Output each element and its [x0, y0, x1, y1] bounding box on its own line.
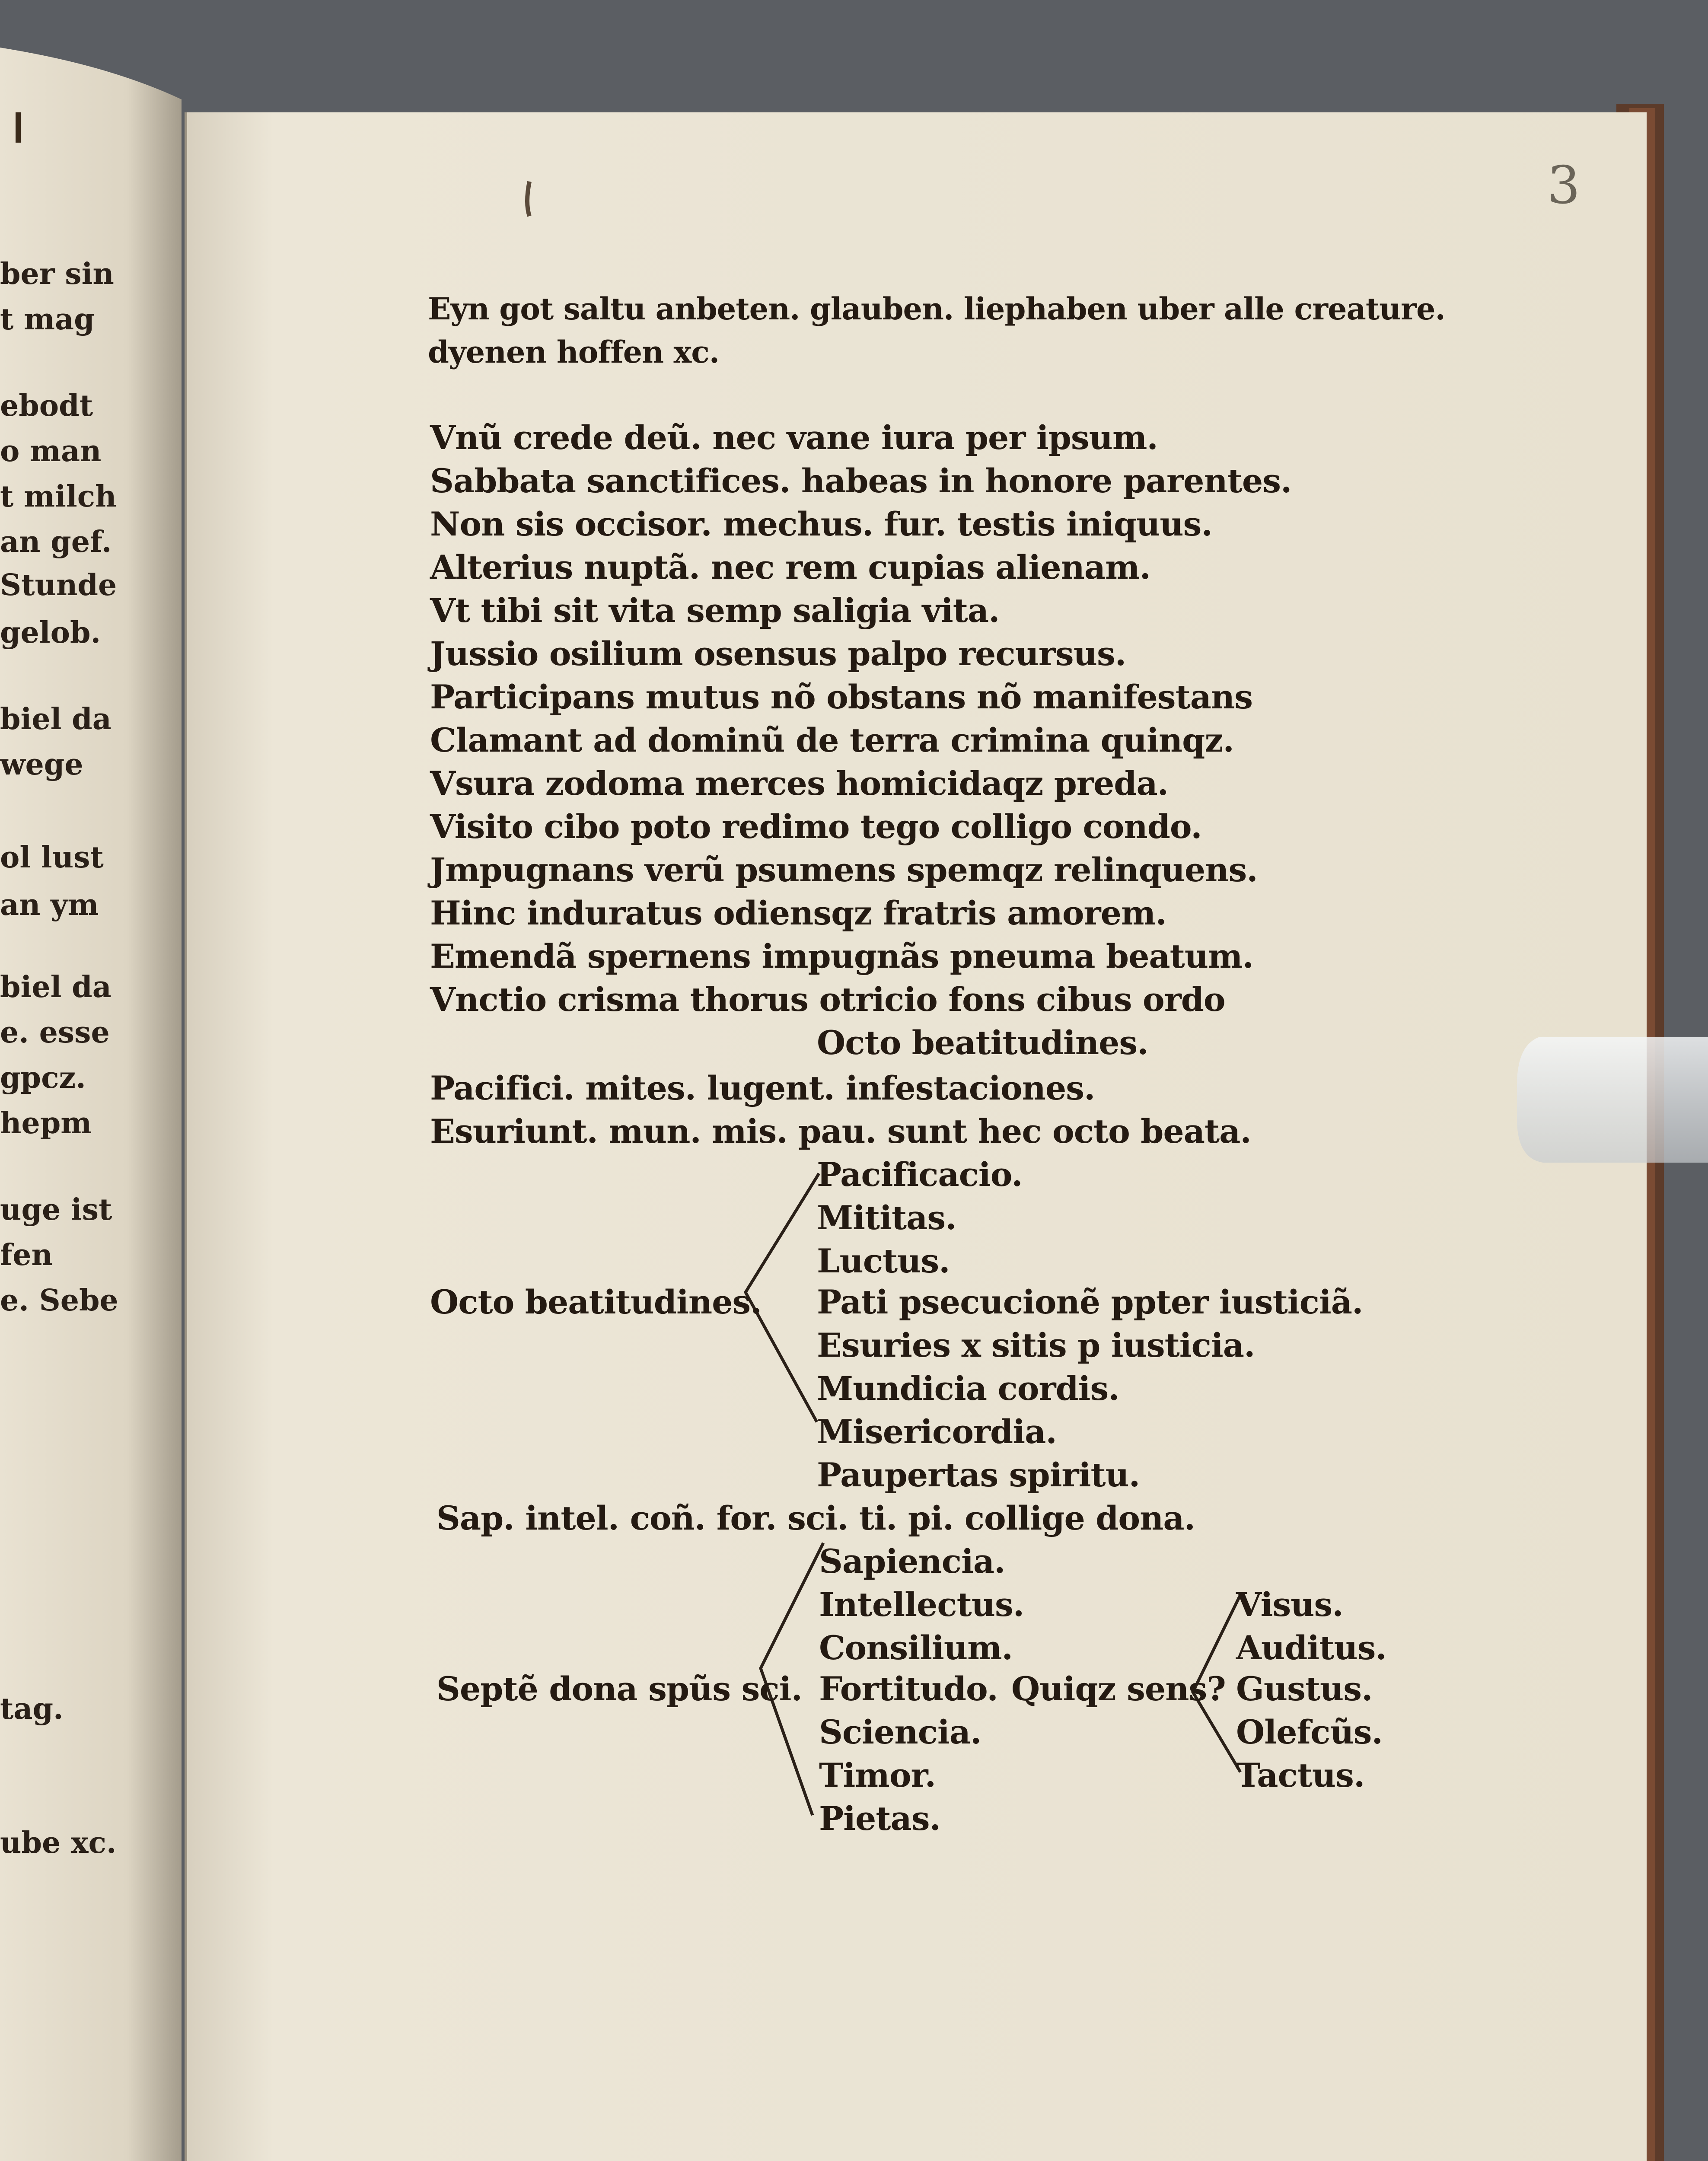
verse-line: Jmpugnans verũ psumens spemqz relinquens. [430, 851, 1258, 889]
verse-line: Vt tibi sit vita semp saligia vita. [430, 591, 1000, 630]
page-number: 3 [1547, 156, 1581, 216]
gift-item: Sapiencia. [819, 1542, 1005, 1581]
sense-item: Visus. [1236, 1585, 1343, 1624]
gifts-verse: Sap. intel. coñ. for. sci. ti. pi. collige dona. [437, 1499, 1195, 1537]
gift-item: Fortitudo. [819, 1670, 998, 1708]
left-fragment: e. Sebe [0, 1283, 118, 1318]
left-fragment: biel da [0, 702, 112, 736]
beatitude-item: Pati psecucionẽ ppter iusticiã. [817, 1283, 1363, 1321]
intro-line: dyenen hoffen xc. [428, 334, 720, 370]
left-fragment: an gef. [0, 525, 112, 559]
verse-line: Sabbata sanctifices. habeas in honore parentes. [430, 462, 1292, 500]
left-fragment: gpcz. [0, 1061, 86, 1095]
left-fragment: Stunde [0, 568, 117, 602]
intro-line: Eyn got saltu anbeten. glauben. liephaben uber alle creature. [428, 291, 1445, 327]
sense-item: Tactus. [1236, 1756, 1365, 1794]
verse-line: Hinc induratus odiensqz fratris amorem. [430, 894, 1166, 932]
left-fragment: gelob. [0, 615, 101, 650]
left-fragment: tag. [0, 1692, 64, 1726]
beatitude-item: Pacificacio. [817, 1155, 1023, 1194]
left-fragment: t mag [0, 302, 95, 337]
verse-line: Visito cibo poto redimo tego colligo condo. [430, 807, 1202, 846]
beatitudes-heading: Octo beatitudines. [817, 1023, 1148, 1062]
beatitude-item: Esuries x sitis p iusticia. [817, 1326, 1255, 1364]
beatitude-item: Luctus. [817, 1242, 950, 1280]
gift-item: Timor. [819, 1756, 936, 1794]
verse-line: Esuriunt. mun. mis. pau. sunt hec octo beata. [430, 1112, 1251, 1151]
gift-item: Intellectus. [819, 1585, 1024, 1624]
left-fragment: ube xc. [0, 1826, 117, 1860]
left-fragment: fen [0, 1238, 53, 1272]
verse-line: Emendã spernens impugnãs pneuma beatum. [430, 937, 1253, 975]
left-fragment: ber sin [0, 257, 114, 291]
beatitudes-label: Octo beatitudines. [430, 1283, 762, 1321]
left-fragment: ol lust [0, 840, 104, 875]
left-fragment: t milch [0, 479, 117, 514]
left-fragment: o man [0, 434, 102, 469]
gift-item: Sciencia. [819, 1713, 981, 1751]
left-fragment: e. esse [0, 1015, 110, 1050]
verse-line: Vnctio crisma thorus otricio fons cibus ordo [430, 980, 1225, 1019]
verse-line: Participans mutus nõ obstans nõ manifestans [430, 678, 1252, 716]
beatitude-item: Mundicia cordis. [817, 1369, 1119, 1408]
sense-item: Gustus. [1236, 1670, 1373, 1708]
beatitude-item: Mititas. [817, 1198, 956, 1237]
verse-line: Jussio osilium osensus palpo recursus. [430, 634, 1126, 673]
gift-item: Consilium. [819, 1629, 1013, 1667]
left-fragment: an ym [0, 888, 99, 922]
verse-line: Clamant ad dominũ de terra crimina quinqz. [430, 721, 1234, 759]
left-fragment: biel da [0, 970, 112, 1004]
left-fragment: uge ist [0, 1192, 112, 1227]
left-fragment: wege [0, 747, 83, 782]
verse-line: Vsura zodoma merces homicidaqz preda. [430, 764, 1169, 803]
sense-item: Auditus. [1236, 1629, 1386, 1667]
sense-item: Olefcũs. [1236, 1713, 1383, 1751]
verse-line: Vnũ crede deũ. nec vane iura per ipsum. [430, 418, 1158, 457]
gift-item: Pietas. [819, 1799, 940, 1838]
left-fragment: ebodt [0, 389, 93, 423]
verse-line: Alterius nuptã. nec rem cupias alienam. [430, 548, 1150, 586]
left-fragment: hepm [0, 1106, 92, 1141]
senses-label: Quiqz sens? [1011, 1670, 1226, 1708]
verse-line: Non sis occisor. mechus. fur. testis iniquus. [430, 505, 1212, 543]
beatitude-item: Paupertas spiritu. [817, 1456, 1140, 1494]
verse-line: Pacifici. mites. lugent. infestaciones. [430, 1069, 1095, 1107]
gifts-label: Septẽ dona spũs sci. [437, 1670, 802, 1708]
beatitude-item: Misericordia. [817, 1412, 1057, 1451]
